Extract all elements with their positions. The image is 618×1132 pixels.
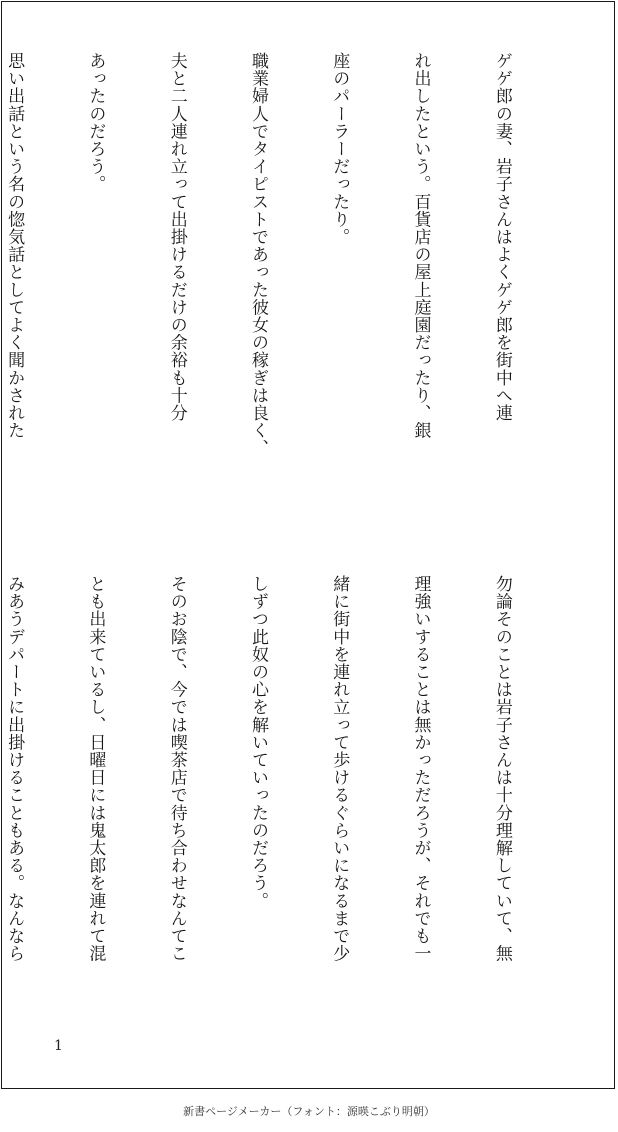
page-number: 1 xyxy=(54,1038,63,1054)
text-line: 理強いすることは無かっただろうが、それでも一 xyxy=(410,575,431,963)
text-line: そのお陰で、今では喫茶店で待ち合わせなんてこ xyxy=(166,575,187,963)
text-line: みあうデパートに出掛けることもある。なんなら xyxy=(4,575,25,963)
book-page xyxy=(1,1,615,1089)
text-line: 夫と二人連れ立って出掛けるだけの余裕も十分 xyxy=(166,52,187,422)
text-line: しずつ此奴の心を解いていったのだろう。 xyxy=(247,575,268,910)
text-line: 思い出話という名の惚気話としてよく聞かされた xyxy=(4,52,25,440)
text-line: あったのだろう。 xyxy=(85,52,106,193)
text-line: 座のパーラーだったり。 xyxy=(329,52,350,246)
lower-text-column xyxy=(0,575,569,1015)
text-line: 職業婦人でタイピストであった彼女の稼ぎは良く、 xyxy=(247,52,268,457)
text-line: ゲゲ郎の妻、岩子さんはよくゲゲ郎を街中へ連 xyxy=(491,52,512,422)
upper-text-column xyxy=(0,52,569,572)
text-line: れ出したという。百貨店の屋上庭園だったり、銀 xyxy=(410,52,431,440)
text-line: 緒に街中を連れ立って歩けるぐらいになるまで少 xyxy=(329,575,350,963)
text-line: とも出来ているし、日曜日には鬼太郎を連れて混 xyxy=(85,575,106,963)
footer-caption: 新書ページメーカー（フォント：源暎こぶり明朝） xyxy=(183,1105,435,1118)
text-line: 勿論そのことは岩子さんは十分理解していて、無 xyxy=(491,575,512,963)
